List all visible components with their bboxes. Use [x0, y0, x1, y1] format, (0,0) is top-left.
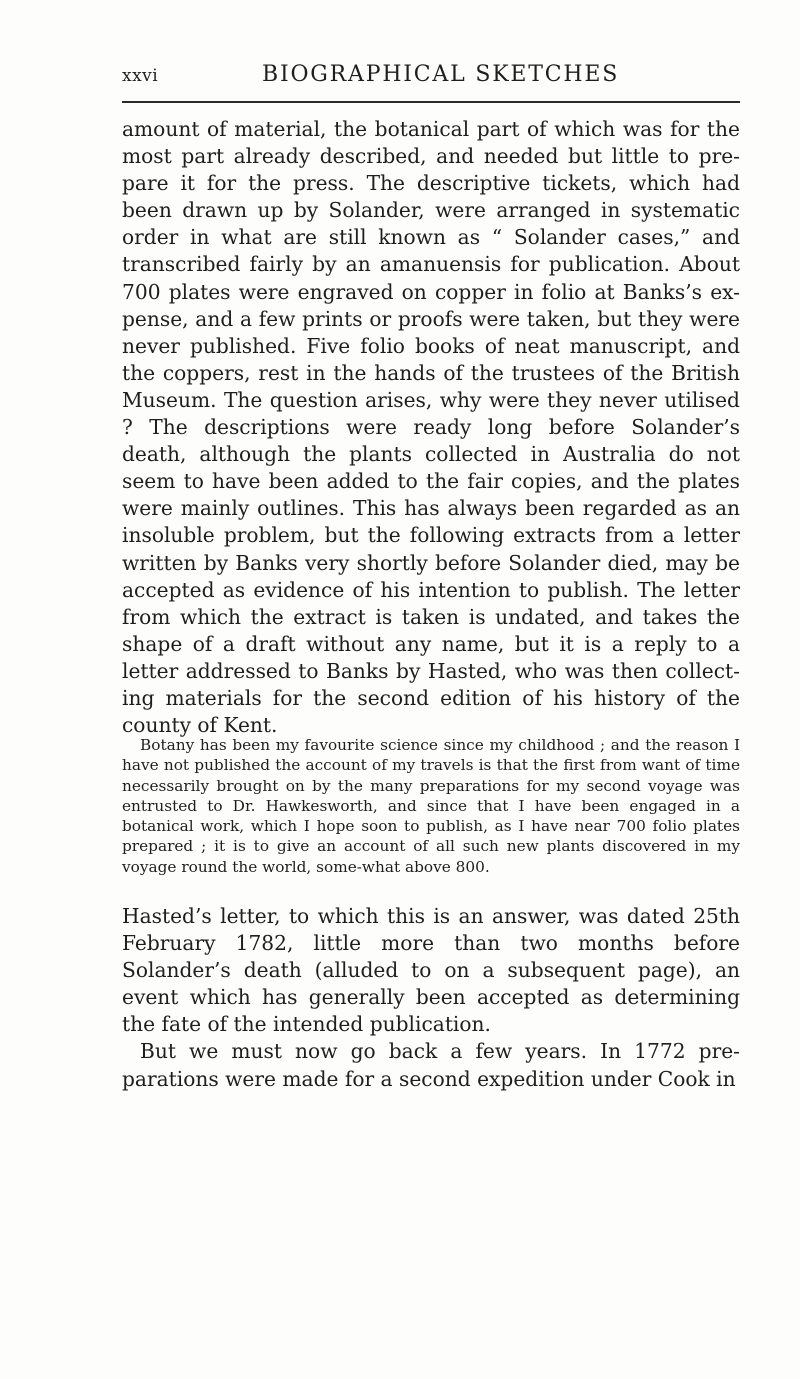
paragraph-1: amount of material, the botanical part of which was for the most part already described, and needed but little to pre-pare it for the press. The descriptive tickets, which had been drawn up by Solander, were arranged in systematic order in what are still known as “ Solander cases,” and transcribed fairly by an amanuensis for publication. About 700 plates were engraved on copper in folio at Banks’s ex-pense, and a few prints or proofs were taken, but they were never published. Five folio books of neat manuscript, and the coppers, rest in the hands of the trustees of the British Museum. The question arises, why were they never utilised ? The descriptions were ready long before Solander’s death, although the plants collected in Australia do not seem to have been added to the fair copies, and the plates were mainly outlines. This has always been regarded as an insoluble problem, but the following extracts from a letter written by Banks very shortly before Solander died, may be accepted as evidence of his intention to publish. The letter from which the extract is taken is undated, and takes the shape of a draft without any name, but it is a reply to a letter addressed to Banks by Hasted, who was then collect-ing materials for the second edition of his history of the county of Kent.	[122, 117, 740, 738]
main-text-upper	[122, 116, 740, 739]
paragraph-2: Hasted’s letter, to which this is an answer, was dated 25th February 1782, little more than two months before Solander’s death (alluded to on a subsequent page), an event which has generally been accepted as determining the fate of the intended publication.	[122, 904, 740, 1037]
main-text-lower	[122, 903, 740, 1093]
block-quotation	[122, 735, 740, 877]
header-rule	[122, 101, 740, 103]
quotation-text: Botany has been my favourite science since my childhood ; and the reason I have not published the account of my travels is that the first from want of time necessarily brought on by the many preparations for my second voyage was entrusted to Dr. Hawkesworth, and since that I have been engaged in a botanical work, which I hope soon to publish, as I have near 700 folio plates prepared ; it is to give an account of all such new plants discovered in my voyage round the world, some-what above 800.	[122, 736, 740, 876]
running-title: BIOGRAPHICAL SKETCHES	[262, 62, 620, 87]
paragraph-3: But we must now go back a few years. In 1772 pre-parations were made for a second expedition under Cook in	[122, 1039, 740, 1091]
running-head	[122, 58, 740, 98]
page-number: xxvi	[122, 66, 159, 86]
